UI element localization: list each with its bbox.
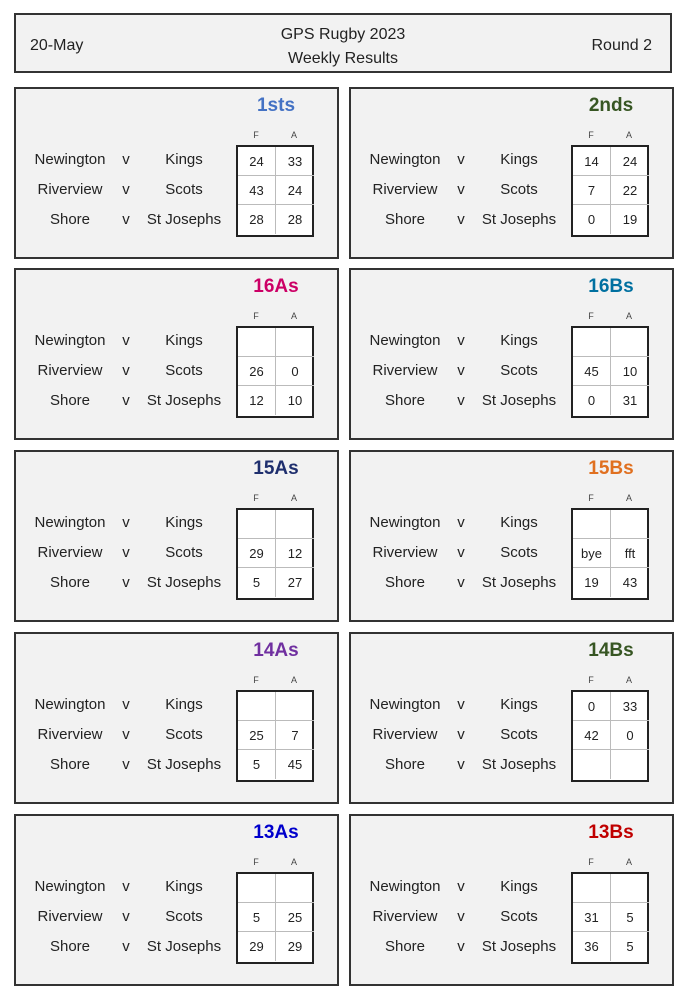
score-for-cell: 29 [238, 539, 276, 568]
score-for-cell [573, 750, 611, 779]
results-panel [14, 450, 339, 622]
away-team: Kings [165, 332, 203, 349]
versus: v [122, 878, 130, 895]
score-against-cell: 31 [622, 393, 638, 408]
score-for-cell: 31 [573, 903, 611, 932]
home-team: Riverview [37, 181, 103, 198]
versus: v [122, 938, 130, 955]
home-team: Shore [384, 392, 426, 409]
home-team: Newington [34, 514, 106, 531]
fixture-row [351, 872, 581, 902]
score-for-cell [238, 692, 276, 721]
fixture-row [351, 720, 581, 750]
versus: v [457, 756, 465, 773]
versus: v [122, 726, 130, 743]
against-column-header: A [625, 493, 632, 503]
away-team: Kings [500, 332, 538, 349]
score-for-cell: 45 [573, 357, 611, 386]
home-team: Shore [384, 938, 426, 955]
title-line-1: GPS Rugby 2023 [280, 26, 406, 43]
score-table [236, 690, 314, 782]
against-column-header: A [290, 675, 297, 685]
versus: v [122, 392, 130, 409]
score-for-cell: 29 [238, 932, 276, 961]
score-table [236, 872, 314, 964]
score-against-cell [611, 750, 649, 779]
away-team: Kings [165, 151, 203, 168]
away-team: St Josephs [146, 756, 222, 773]
fixture-row [351, 205, 581, 235]
score-for-cell: 7 [573, 176, 611, 205]
fixture-row [16, 750, 246, 780]
away-team: Scots [165, 544, 203, 561]
score-for-cell: 14 [573, 147, 611, 176]
home-team: Shore [49, 392, 91, 409]
versus: v [457, 211, 465, 228]
score-for-cell: 42 [573, 721, 611, 750]
score-against-cell: 5 [626, 939, 634, 954]
home-team: Shore [49, 574, 91, 591]
grade-title: 13Bs [588, 822, 634, 843]
versus: v [457, 574, 465, 591]
versus: v [122, 574, 130, 591]
score-against-cell: 12 [276, 539, 314, 568]
versus: v [457, 514, 465, 531]
away-team: St Josephs [146, 938, 222, 955]
score-against-cell: 7 [276, 721, 314, 750]
fixture-row [16, 205, 246, 235]
fixture-row [16, 175, 246, 205]
score-for-cell: 5 [238, 750, 276, 779]
home-team: Newington [34, 332, 106, 349]
score-against-cell [276, 692, 314, 721]
away-team: Kings [165, 878, 203, 895]
score-against-cell: 33 [611, 692, 649, 721]
fixture-row [16, 932, 246, 962]
fixture-row [16, 538, 246, 568]
score-for-cell: bye [573, 539, 611, 568]
away-team: Kings [500, 878, 538, 895]
away-team: Scots [165, 726, 203, 743]
score-table [571, 326, 649, 418]
for-column-header: F [253, 311, 259, 321]
results-panel [349, 632, 674, 804]
home-team: Shore [384, 211, 426, 228]
fixture-row [351, 175, 581, 205]
against-column-header: A [625, 130, 632, 140]
against-column-header: A [625, 311, 632, 321]
away-team: Kings [165, 696, 203, 713]
score-for-cell [573, 874, 611, 903]
results-panel [349, 814, 674, 986]
home-team: Newington [369, 332, 441, 349]
results-panel [14, 632, 339, 804]
score-against-cell [276, 328, 314, 357]
fixture-row [351, 356, 581, 386]
grade-title: 15Bs [588, 458, 634, 479]
for-column-header: F [253, 493, 259, 503]
home-team: Riverview [372, 181, 438, 198]
fixture-row [351, 326, 581, 356]
home-team: Riverview [372, 544, 438, 561]
score-for-cell: 36 [573, 932, 611, 961]
home-team: Riverview [372, 362, 438, 379]
fixture-row [351, 508, 581, 538]
score-table [571, 508, 649, 600]
versus: v [122, 908, 130, 925]
for-column-header: F [253, 130, 259, 140]
results-panel [349, 268, 674, 440]
against-column-header: A [625, 857, 632, 867]
score-for-cell [238, 328, 276, 357]
results-panel [349, 450, 674, 622]
home-team: Newington [34, 696, 106, 713]
score-against-cell: 27 [287, 575, 303, 590]
home-team: Shore [49, 211, 91, 228]
grade-title: 13As [253, 822, 299, 843]
score-against-cell: 33 [276, 147, 314, 176]
home-team: Riverview [37, 908, 103, 925]
score-for-cell [238, 510, 276, 539]
score-for-cell [573, 328, 611, 357]
for-column-header: F [588, 493, 594, 503]
grade-title: 14Bs [588, 640, 634, 661]
results-panel [14, 814, 339, 986]
score-for-cell [573, 510, 611, 539]
versus: v [122, 362, 130, 379]
fixture-row [16, 386, 246, 416]
score-against-cell: 24 [276, 176, 314, 205]
fixture-row [351, 145, 581, 175]
home-team: Riverview [372, 726, 438, 743]
away-team: Kings [500, 514, 538, 531]
score-table [236, 508, 314, 600]
score-against-cell: 45 [287, 757, 303, 772]
title-line-2: Weekly Results [288, 50, 398, 67]
versus: v [122, 332, 130, 349]
fixture-row [16, 508, 246, 538]
score-against-cell [611, 510, 649, 539]
for-column-header: F [588, 675, 594, 685]
away-team: Scots [500, 181, 538, 198]
against-column-header: A [290, 130, 297, 140]
score-for-cell: 24 [238, 147, 276, 176]
grade-title: 14As [253, 640, 299, 661]
score-against-cell [276, 510, 314, 539]
match-date: 20-May [30, 37, 84, 54]
home-team: Newington [369, 878, 441, 895]
fixture-row [351, 386, 581, 416]
versus: v [122, 514, 130, 531]
fixture-row [16, 326, 246, 356]
versus: v [122, 696, 130, 713]
score-against-cell [611, 874, 649, 903]
versus: v [457, 726, 465, 743]
fixture-row [16, 145, 246, 175]
results-header [14, 13, 672, 73]
home-team: Riverview [37, 544, 103, 561]
grade-title: 16As [253, 276, 299, 297]
for-column-header: F [253, 857, 259, 867]
for-column-header: F [588, 857, 594, 867]
away-team: Kings [165, 514, 203, 531]
against-column-header: A [290, 311, 297, 321]
home-team: Newington [369, 696, 441, 713]
score-for-cell: 5 [238, 903, 276, 932]
home-team: Shore [49, 938, 91, 955]
score-against-cell: 28 [287, 212, 303, 227]
score-table [571, 872, 649, 964]
versus: v [122, 756, 130, 773]
away-team: St Josephs [481, 574, 557, 591]
away-team: Scots [500, 362, 538, 379]
away-team: Kings [500, 696, 538, 713]
away-team: Scots [165, 908, 203, 925]
fixture-row [351, 568, 581, 598]
score-for-cell: 43 [238, 176, 276, 205]
away-team: Scots [500, 726, 538, 743]
score-for-cell: 19 [573, 568, 611, 597]
grade-title: 16Bs [588, 276, 634, 297]
score-against-cell: 5 [611, 903, 649, 932]
score-for-cell: 0 [573, 692, 611, 721]
home-team: Riverview [37, 362, 103, 379]
grade-title: 1sts [256, 95, 296, 116]
versus: v [457, 151, 465, 168]
versus: v [457, 332, 465, 349]
home-team: Riverview [37, 726, 103, 743]
fixture-row [16, 568, 246, 598]
grade-title: 15As [253, 458, 299, 479]
round-label: Round 2 [591, 37, 652, 54]
away-team: Scots [165, 181, 203, 198]
versus: v [122, 211, 130, 228]
score-for-cell [238, 874, 276, 903]
away-team: St Josephs [146, 211, 222, 228]
score-for-cell: 26 [238, 357, 276, 386]
for-column-header: F [253, 675, 259, 685]
score-against-cell: 10 [287, 393, 303, 408]
home-team: Newington [34, 878, 106, 895]
fixture-row [351, 690, 581, 720]
score-against-cell: 24 [611, 147, 649, 176]
score-against-cell [276, 874, 314, 903]
versus: v [122, 544, 130, 561]
away-team: St Josephs [146, 574, 222, 591]
versus: v [457, 544, 465, 561]
away-team: St Josephs [481, 211, 557, 228]
versus: v [457, 362, 465, 379]
page-title [16, 23, 670, 71]
fixture-row [351, 538, 581, 568]
home-team: Riverview [372, 908, 438, 925]
versus: v [457, 878, 465, 895]
away-team: St Josephs [481, 756, 557, 773]
score-for-cell: 28 [238, 205, 276, 234]
away-team: St Josephs [481, 392, 557, 409]
against-column-header: A [290, 857, 297, 867]
fixture-row [351, 902, 581, 932]
score-against-cell [611, 328, 649, 357]
home-team: Shore [384, 574, 426, 591]
home-team: Shore [384, 756, 426, 773]
score-against-cell: fft [611, 539, 649, 568]
score-table [236, 145, 314, 237]
score-table [571, 145, 649, 237]
score-against-cell: 0 [611, 721, 649, 750]
away-team: Scots [500, 908, 538, 925]
versus: v [457, 908, 465, 925]
home-team: Newington [369, 151, 441, 168]
fixture-row [16, 356, 246, 386]
score-for-cell: 12 [238, 386, 276, 415]
versus: v [457, 696, 465, 713]
fixture-row [16, 720, 246, 750]
away-team: St Josephs [146, 392, 222, 409]
away-team: Scots [500, 544, 538, 561]
results-panel [14, 268, 339, 440]
versus: v [457, 938, 465, 955]
grade-title: 2nds [588, 95, 634, 116]
versus: v [457, 392, 465, 409]
score-against-cell: 29 [287, 939, 303, 954]
away-team: St Josephs [481, 938, 557, 955]
against-column-header: A [290, 493, 297, 503]
score-for-cell: 0 [573, 386, 611, 415]
fixture-row [16, 690, 246, 720]
fixture-row [16, 872, 246, 902]
for-column-header: F [588, 130, 594, 140]
score-against-cell: 19 [622, 212, 638, 227]
away-team: Scots [165, 362, 203, 379]
versus: v [122, 151, 130, 168]
versus: v [457, 181, 465, 198]
score-for-cell: 5 [238, 568, 276, 597]
score-for-cell: 25 [238, 721, 276, 750]
results-panel [14, 87, 339, 259]
against-column-header: A [625, 675, 632, 685]
away-team: Kings [500, 151, 538, 168]
results-panel [349, 87, 674, 259]
score-against-cell: 0 [276, 357, 314, 386]
home-team: Newington [34, 151, 106, 168]
score-against-cell: 10 [611, 357, 649, 386]
fixture-row [351, 932, 581, 962]
home-team: Shore [49, 756, 91, 773]
score-against-cell: 22 [611, 176, 649, 205]
score-table [236, 326, 314, 418]
home-team: Newington [369, 514, 441, 531]
score-against-cell: 43 [622, 575, 638, 590]
fixture-row [16, 902, 246, 932]
fixture-row [351, 750, 581, 780]
for-column-header: F [588, 311, 594, 321]
score-table [571, 690, 649, 782]
score-for-cell: 0 [573, 205, 611, 234]
score-against-cell: 25 [276, 903, 314, 932]
versus: v [122, 181, 130, 198]
